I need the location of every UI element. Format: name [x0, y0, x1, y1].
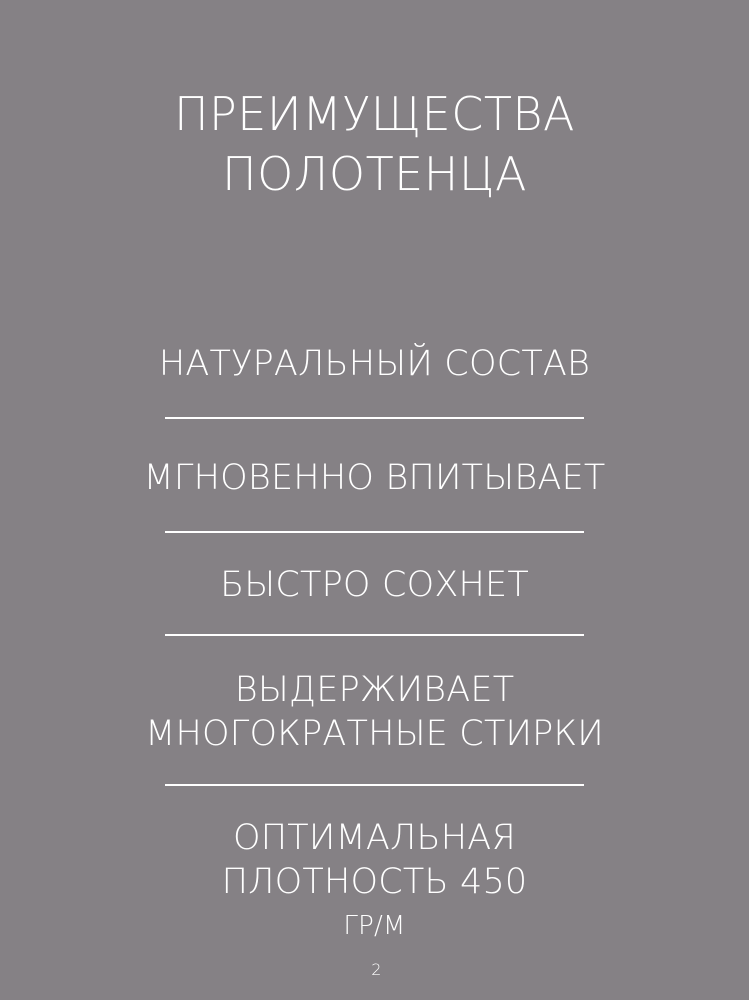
feature-label: МГНОВЕННО ВПИТЫВАЕТ: [143, 458, 606, 498]
feature-natural-composition: [0, 342, 749, 386]
feature-optimal-density: [0, 816, 749, 992]
title-line-1: ПРЕИМУЩЕСТВА: [173, 87, 576, 141]
divider-3: [165, 634, 584, 636]
feature-line-1: ОПТИМАЛЬНАЯ: [233, 818, 516, 858]
feature-label: БЫСТРО СОХНЕТ: [220, 565, 529, 605]
feature-label: НАТУРАЛЬНЫЙ СОСТАВ: [158, 344, 591, 384]
divider-2: [165, 531, 584, 533]
divider-4: [165, 784, 584, 786]
density-unit: ГР/М: [343, 911, 406, 941]
feature-line-1: ВЫДЕРЖИВАЕТ: [234, 670, 515, 710]
density-line: [0, 860, 749, 992]
title-line-2: ПОЛОТЕНЦА: [221, 147, 528, 201]
feature-quick-dry: [0, 563, 749, 607]
feature-washing-durability: [0, 668, 749, 756]
feature-instant-absorption: [0, 456, 749, 500]
density-value: ПЛОТНОСТЬ 450: [221, 862, 528, 902]
page-title: [0, 84, 749, 204]
density-superscript: 2: [371, 960, 382, 979]
divider-1: [165, 417, 584, 419]
feature-line-2: МНОГОКРАТНЫЕ СТИРКИ: [145, 714, 604, 754]
